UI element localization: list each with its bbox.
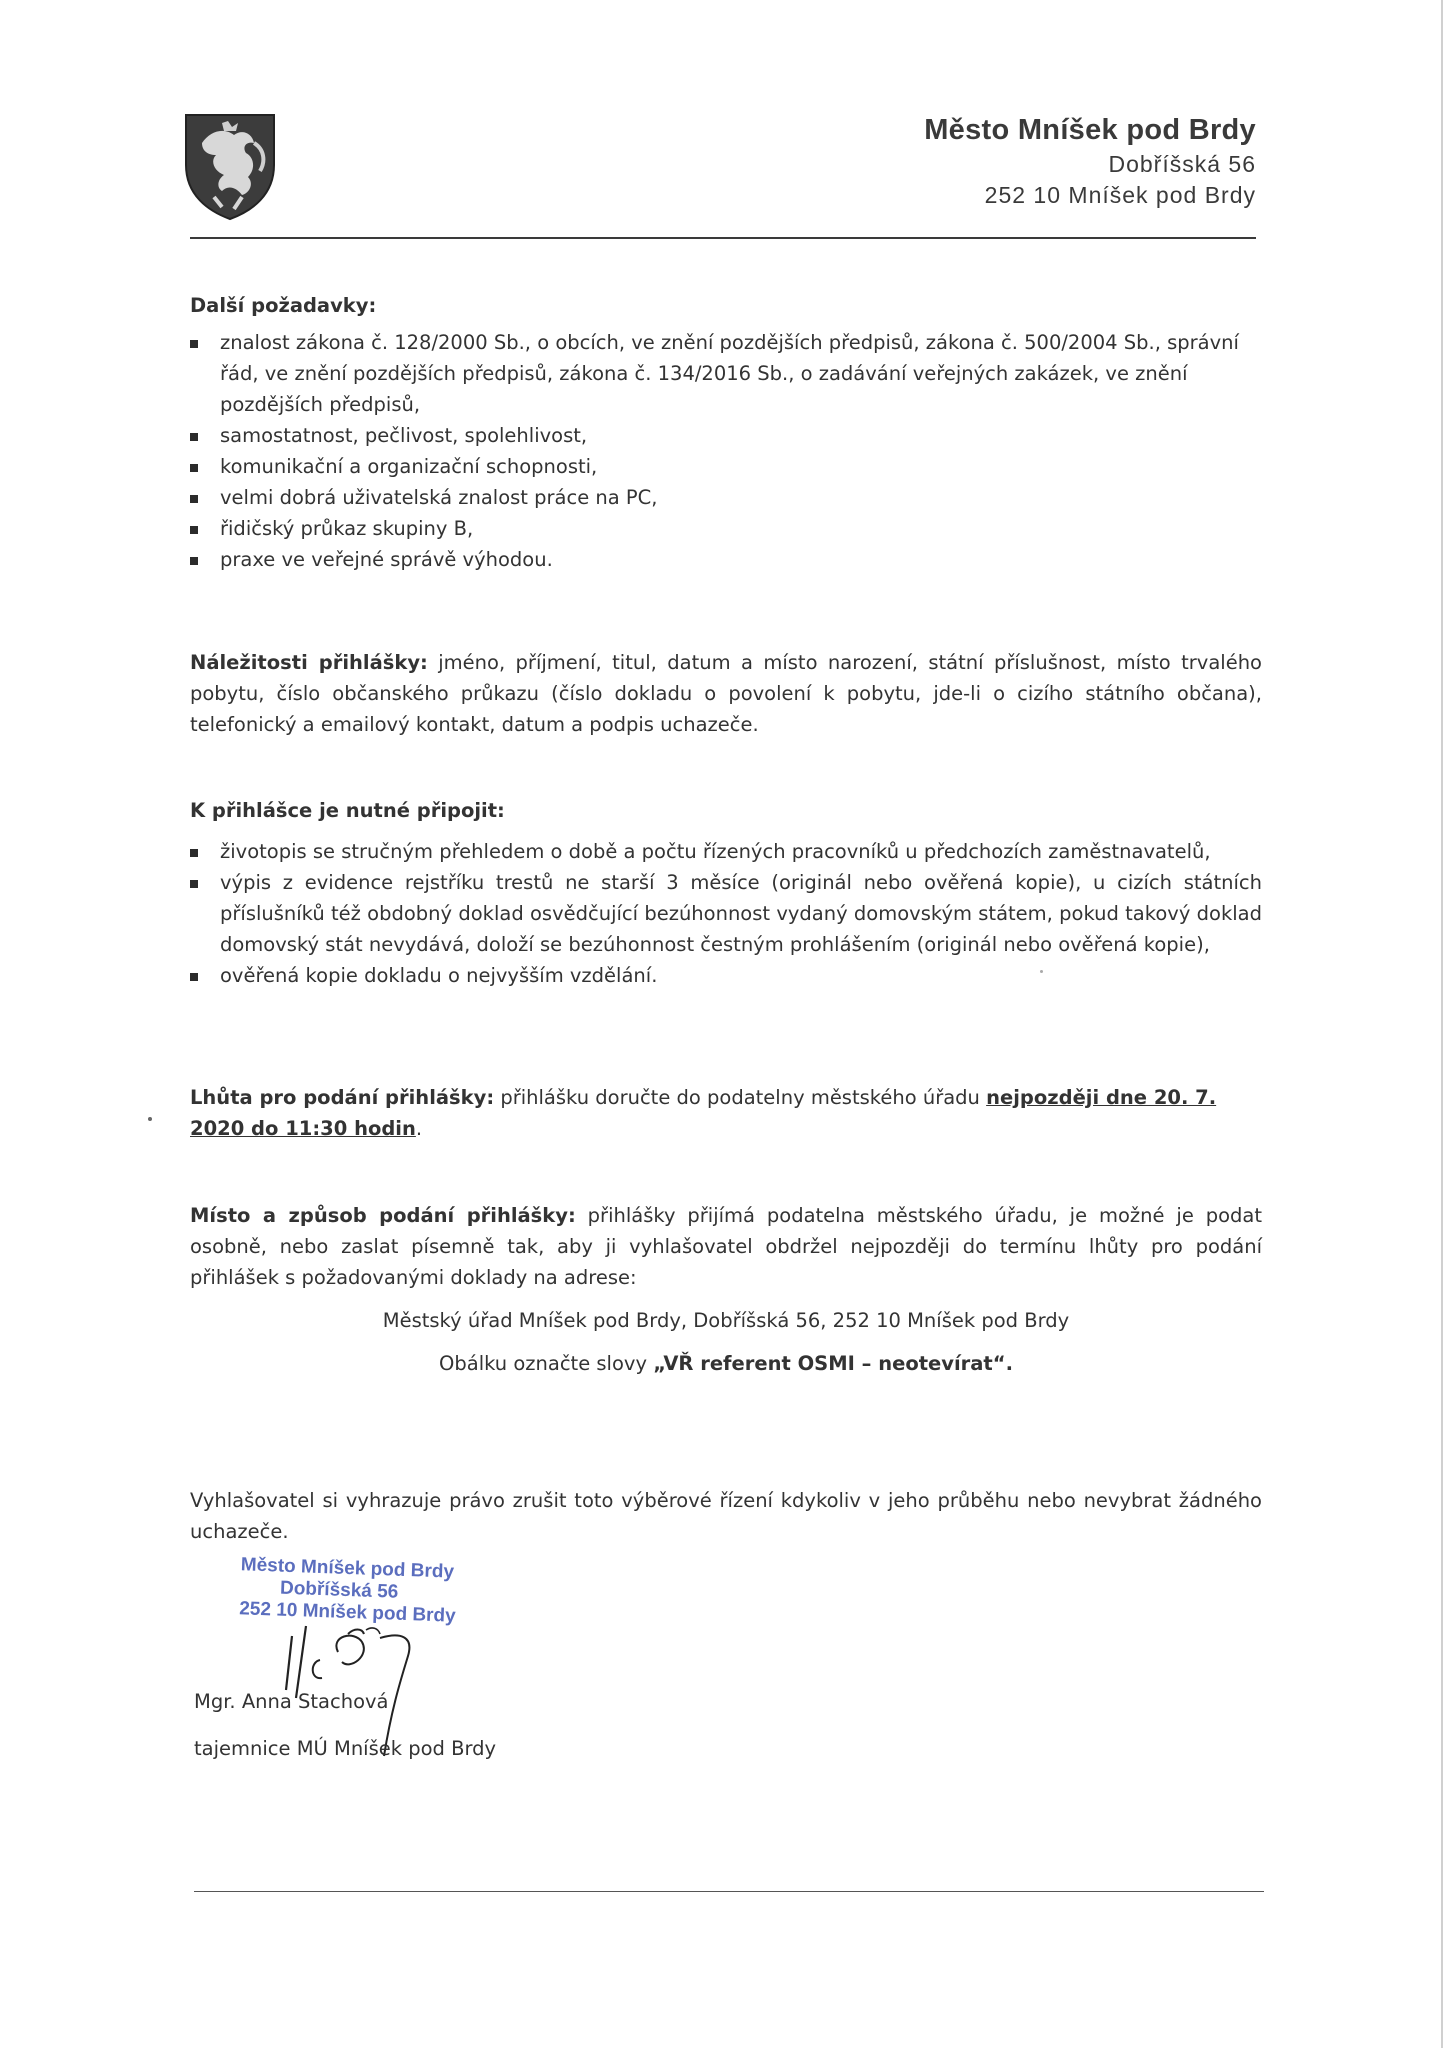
stamp-line: Dobříšská 56 [279, 1577, 399, 1603]
deadline-end: . [415, 1117, 423, 1140]
scan-edge [1441, 0, 1443, 2048]
attachments-section [190, 795, 1262, 991]
letterhead [924, 114, 1256, 209]
signer-title: tajemnice MÚ Mníšek pod Brdy [194, 1737, 497, 1760]
application-requisites [190, 647, 1262, 740]
attachments-list [190, 836, 1262, 991]
submission-text: přihlášky přijímá podatelna městského úřadu, je možné je podat osobně, nebo zaslat písemně tak, aby ji vyhlašovatel obdržel nejpozději do termínu lhůty pro podání přihlášek s požadovanými doklady na adrese: [190, 1204, 1262, 1289]
list-item: komunikační a organizační schopnosti, [190, 451, 1262, 482]
requirements-list [190, 327, 1262, 575]
envelope-label: „VŘ referent OSMI – neotevírat“. [653, 1352, 1013, 1375]
requisites-text: jméno, příjmení, titul, datum a místo narození, státní příslušnost, místo trvalého pobytu, číslo občanského průkazu (číslo dokladu o povolení k pobytu, jde-li o cizího státního občana), telefonický a emailový kontakt, datum a podpis uchazeče. [190, 651, 1262, 736]
envelope-note [190, 1348, 1262, 1379]
header-rule [190, 237, 1256, 239]
footer-rule [194, 1891, 1264, 1892]
street-address: Dobříšská 56 [1108, 151, 1256, 177]
list-item: řidičský průkaz skupiny B, [190, 513, 1262, 544]
list-item: praxe ve veřejné správě výhodou. [190, 544, 1262, 575]
list-item: velmi dobrá uživatelská znalost práce na PC, [190, 482, 1262, 513]
list-item: znalost zákona č. 128/2000 Sb., o obcích, ve znění pozdějších předpisů, zákona č. 500/2004 Sb., správní řád, ve znění pozdějších předpisů, zákona č. 134/2016 Sb., o zadávání veřejných zakázek, ve znění pozdějších předpisů, [190, 327, 1262, 420]
stamp-line: Město Mníšek pod Brdy [240, 1554, 455, 1583]
coat-of-arms-icon [184, 113, 276, 221]
requisites-label: Náležitosti přihlášky: [190, 651, 428, 674]
list-item: životopis se stručným přehledem o době a počtu řízených pracovníků u předchozích zaměstnavatelů, [190, 836, 1262, 867]
attachments-heading: K přihlášce je nutné připojit: [190, 799, 505, 822]
city-address: 252 10 Mníšek pod Brdy [984, 182, 1256, 208]
scan-mark [1040, 970, 1043, 973]
deadline-label: Lhůta pro podání přihlášky: [190, 1086, 495, 1109]
deadline-date: nejpozději dne 20. 7. 2020 do 11:30 hodin [190, 1086, 1217, 1140]
deadline-section [190, 1082, 1262, 1144]
scan-mark [148, 1117, 152, 1121]
submission-address: Městský úřad Mníšek pod Brdy, Dobříšská 56, 252 10 Mníšek pod Brdy [382, 1309, 1070, 1332]
list-item: ověřená kopie dokladu o nejvyšším vzdělání. [190, 960, 1262, 991]
list-item: výpis z evidence rejstříku trestů ne starší 3 měsíce (originál nebo ověřená kopie), u cizích státních příslušníků též obdobný doklad osvědčující bezúhonnost vydaný domovským státem, pokud takový doklad domovský stát nevydává, doloží se bezúhonnost čestným prohlášením (originál nebo ověřená kopie), [190, 867, 1262, 960]
requirements-section [190, 290, 1262, 575]
stamp-line: 252 10 Mníšek pod Brdy [238, 1598, 457, 1627]
requirements-heading: Další požadavky: [190, 294, 377, 317]
closing-statement: Vyhlašovatel si vyhrazuje právo zrušit toto výběrové řízení kdykoliv v jeho průběhu nebo nevybrat žádného uchazeče. [190, 1489, 1262, 1543]
envelope-prefix: Obálku označte slovy [439, 1352, 654, 1375]
list-item: samostatnost, pečlivost, spolehlivost, [190, 420, 1262, 451]
submission-section [190, 1200, 1262, 1379]
deadline-text: přihlášku doručte do podatelny městského úřadu [494, 1086, 987, 1109]
signer-name: Mgr. Anna Stachová [194, 1690, 389, 1713]
submission-label: Místo a způsob podání přihlášky: [190, 1204, 576, 1227]
town-name: Město Mníšek pod Brdy [924, 114, 1256, 146]
